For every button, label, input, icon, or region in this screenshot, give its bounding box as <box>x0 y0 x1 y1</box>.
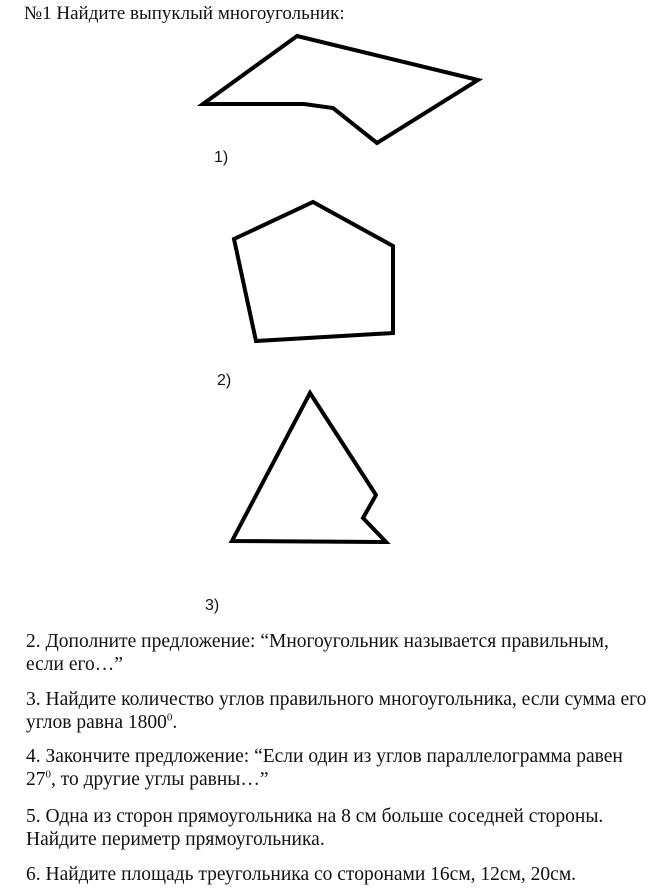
degree-superscript: 0 <box>166 711 173 724</box>
polygon-2-convex-pentagon <box>234 202 393 341</box>
question-5: 5. Одна из сторон прямоугольника на 8 см больше соседней стороны. Найдите периметр прямоугольника. <box>26 806 604 850</box>
figure-3-label: 3) <box>205 597 220 614</box>
task-1-heading: №1 Найдите выпуклый многоугольник: <box>24 3 345 24</box>
figure-2-label: 2) <box>217 372 232 389</box>
figure-1-label: 1) <box>214 149 229 166</box>
question-2: 2. Дополните предложение: “Многоугольник называется правильным, если его…” <box>26 631 609 675</box>
polygon-3-concave-triangle <box>232 393 386 542</box>
degree-superscript: 0 <box>45 768 51 781</box>
question-3 <box>26 688 651 734</box>
question-4-end: , то другие углы равны…” <box>51 769 269 790</box>
question-3-end: . <box>172 712 178 733</box>
question-6: 6. Найдите площадь треугольника со сторонами 16см, 12см, 20см. <box>26 864 577 885</box>
polygon-1-concave-hexagon <box>203 36 478 143</box>
question-4-text: 4. Закончите предложение: “Если один из углов параллелограмма равен 27 <box>26 746 623 790</box>
question-4 <box>26 745 651 791</box>
question-3-text: 3. Найдите количество углов правильного многоугольника, если сумма его углов равна 1800 <box>26 689 647 733</box>
